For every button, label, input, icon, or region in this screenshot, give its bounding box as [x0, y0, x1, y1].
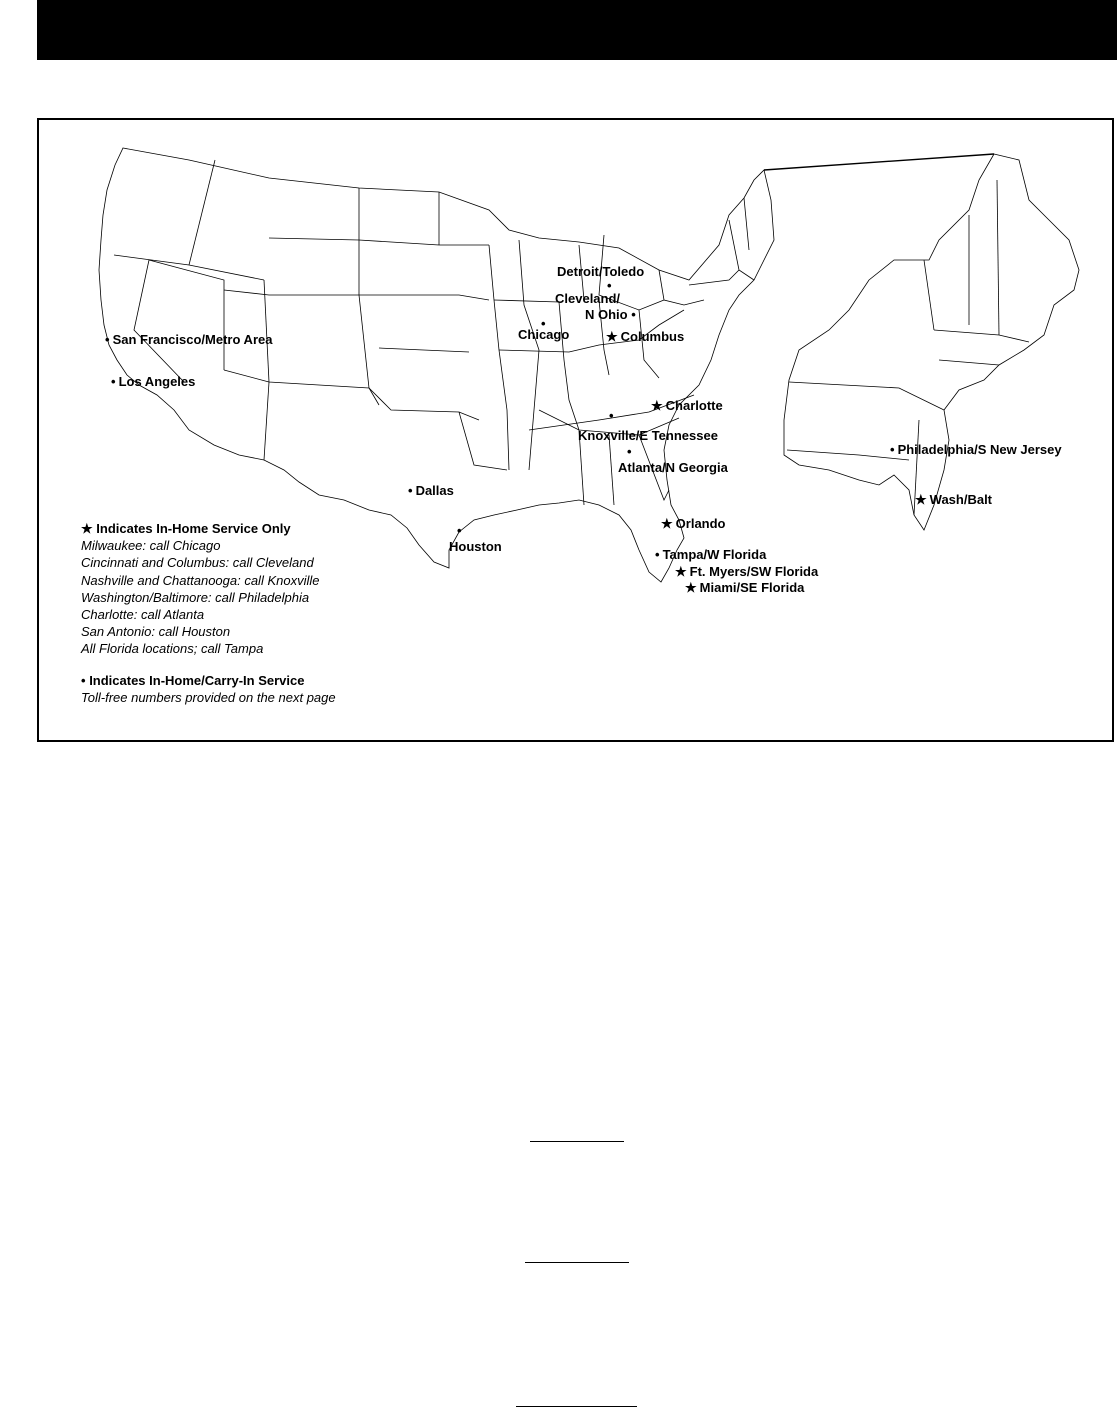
legend-note: Washington/Baltimore: call Philadelphia — [81, 589, 310, 605]
city-orlando: ★ Orlando — [661, 516, 726, 531]
city-miami: ★ Miami/SE Florida — [685, 580, 805, 595]
city-washbalt: ★ Wash/Balt — [915, 492, 993, 507]
legend-star-heading: ★ Indicates In-Home Service Only — [81, 521, 291, 536]
legend-note: All Florida locations; call Tampa — [81, 641, 264, 657]
legend — [81, 520, 336, 706]
map-frame — [37, 118, 1114, 742]
city-atlanta: Atlanta/N Georgia — [618, 460, 728, 475]
city-dallas: • Dallas — [408, 483, 454, 498]
city-detroit: Detroit/Toledo — [557, 264, 645, 279]
city-columbus: ★ Columbus — [606, 329, 685, 344]
city-atlanta-dot: • — [627, 444, 632, 459]
legend-note: Charlotte: call Atlanta — [81, 607, 205, 623]
city-cleveland: Cleveland/ — [555, 291, 621, 306]
city-cleveland-line2: N Ohio • — [585, 307, 636, 322]
northeast-inset — [784, 154, 1079, 530]
city-tampa: • Tampa/W Florida — [655, 547, 767, 562]
divider-rule — [530, 1141, 624, 1142]
legend-note: Nashville and Chattanooga: call Knoxville — [81, 572, 320, 588]
city-knoxville-dot: • — [609, 408, 614, 423]
city-losangeles: • Los Angeles — [111, 374, 196, 389]
city-ftmyers: ★ Ft. Myers/SW Florida — [675, 564, 819, 579]
legend-dot-note: Toll-free numbers provided on the next page — [81, 689, 336, 705]
legend-note: San Antonio: call Houston — [81, 624, 231, 640]
city-sanfrancisco: • San Francisco/Metro Area — [105, 332, 273, 347]
city-philadelphia: • Philadelphia/S New Jersey — [890, 442, 1062, 457]
city-chicago: Chicago — [518, 327, 570, 342]
divider-rule — [525, 1262, 629, 1263]
city-chicago-dot: • — [541, 316, 546, 331]
city-detroit-dot: • — [607, 278, 612, 293]
dot-icon: • — [81, 672, 86, 688]
city-knoxville: Knoxville/E Tennessee — [578, 428, 718, 443]
legend-note: Cincinnati and Columbus: call Cleveland — [81, 555, 314, 571]
star-icon: ★ — [81, 521, 93, 536]
city-charlotte: ★ Charlotte — [651, 398, 723, 413]
header-bar — [37, 0, 1117, 60]
city-houston-dot: • — [457, 523, 462, 538]
divider-rule — [516, 1406, 637, 1407]
legend-note: Milwaukee: call Chicago — [81, 538, 221, 554]
city-houston: Houston — [449, 539, 502, 554]
legend-dot-heading: • Indicates In-Home/Carry-In Service — [81, 672, 305, 688]
